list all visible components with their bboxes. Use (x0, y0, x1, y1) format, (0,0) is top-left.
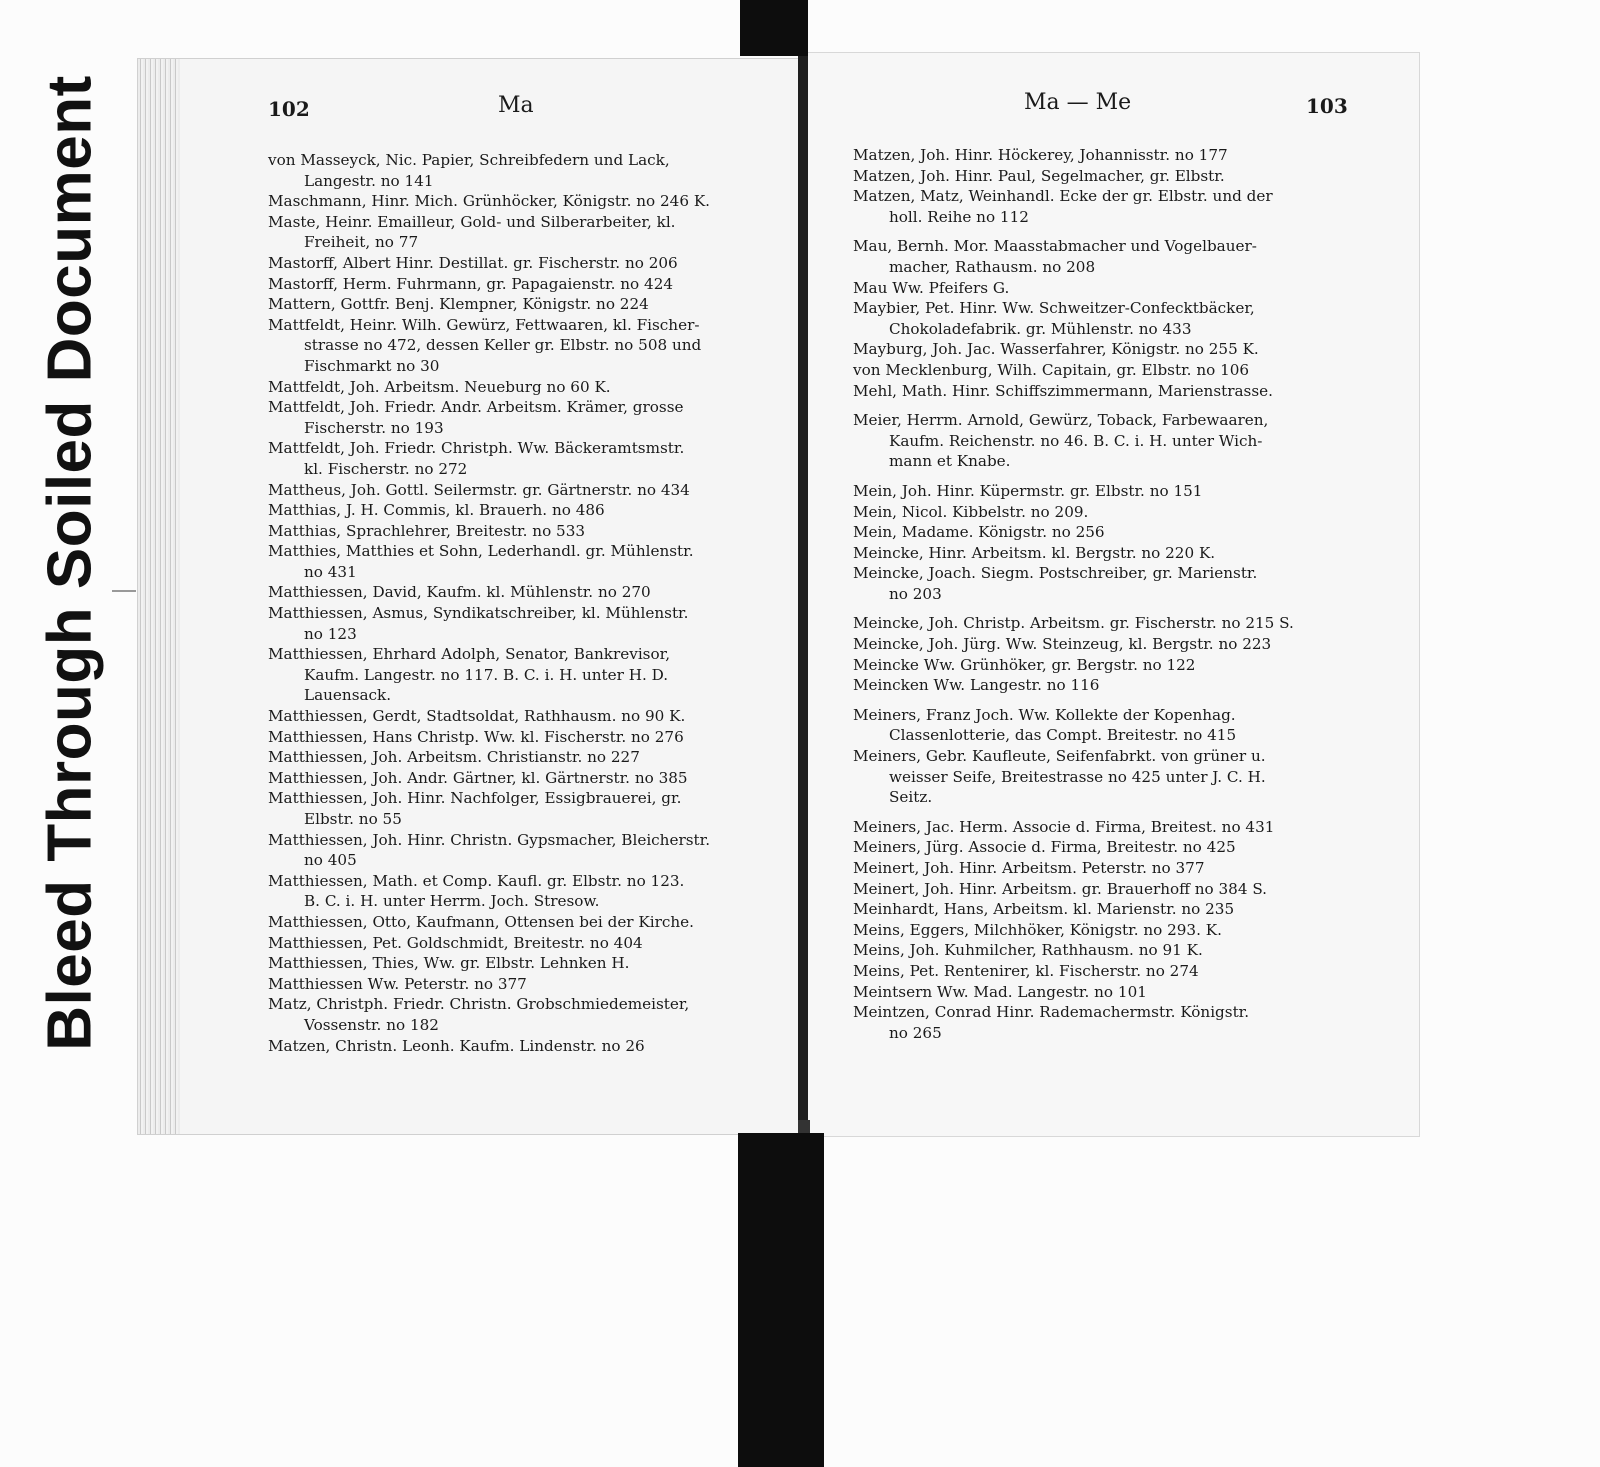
directory-entry (268, 438, 768, 479)
directory-entry (853, 961, 1353, 982)
entry-text: Mau, Bernh. Mor. Maasstabmacher und Vogelbauer- (853, 237, 1257, 256)
entry-continuation: no 265 (889, 1023, 942, 1042)
entry-text: Meinhardt, Hans, Arbeitsm. kl. Marienstr. no 235 (853, 900, 1235, 919)
entry-text: Matthiessen Ww. Peterstr. no 377 (268, 974, 527, 993)
directory-entry (853, 186, 1353, 227)
entry-continuation: Lauensack. (304, 686, 392, 705)
entry-text: Mayburg, Joh. Jac. Wasserfahrer, Königstr. no 255 K. (853, 340, 1259, 359)
entry-text: Mattheus, Joh. Gottl. Seilermstr. gr. Gärtnerstr. no 434 (268, 480, 690, 499)
entry-continuation: mann et Knabe. (889, 452, 1011, 471)
directory-entry (268, 294, 768, 315)
directory-entry (268, 521, 768, 542)
entry-text: Meincke, Joh. Christp. Arbeitsm. gr. Fischerstr. no 215 S. (853, 614, 1294, 633)
entry-text: Matthias, Sprachlehrer, Breitestr. no 533 (268, 521, 586, 540)
directory-entry (853, 522, 1353, 543)
entry-text: Matzen, Christn. Leonh. Kaufm. Lindenstr. no 26 (268, 1036, 645, 1055)
entry-text: Matthiessen, Pet. Goldschmidt, Breitestr. no 404 (268, 933, 643, 952)
entry-text: Meincke, Hinr. Arbeitsm. kl. Bergstr. no 220 K. (853, 543, 1216, 562)
directory-entry (268, 603, 768, 644)
directory-entry (268, 830, 768, 871)
side-label (28, 68, 112, 1058)
directory-entry (853, 634, 1353, 655)
entry-continuation: Vossenstr. no 182 (304, 1015, 439, 1034)
directory-entry (268, 212, 768, 253)
entry-text: Meiners, Jac. Herm. Associe d. Firma, Breitest. no 431 (853, 817, 1275, 836)
directory-entry (853, 920, 1353, 941)
directory-entry (853, 675, 1353, 696)
directory-entry (853, 705, 1353, 746)
entry-text: Maschmann, Hinr. Mich. Grünhöcker, Königstr. no 246 K. (268, 192, 710, 211)
entry-text: Mehl, Math. Hinr. Schiffszimmermann, Marienstrasse. (853, 381, 1273, 400)
entry-continuation: Kaufm. Reichenstr. no 46. B. C. i. H. unter Wich- (889, 431, 1263, 450)
directory-entry (853, 613, 1353, 634)
entry-text: Matthiessen, Joh. Hinr. Christn. Gypsmacher, Bleicherstr. (268, 830, 711, 849)
entry-continuation: Freiheit, no 77 (304, 233, 419, 252)
entry-text: Matthiessen, Joh. Hinr. Nachfolger, Essigbrauerei, gr. (268, 789, 682, 808)
entry-text: Meier, Herrm. Arnold, Gewürz, Toback, Farbewaaren, (853, 411, 1269, 430)
entry-continuation: kl. Fischerstr. no 272 (304, 459, 468, 478)
directory-entry (268, 377, 768, 398)
directory-entry (853, 837, 1353, 858)
entry-continuation: strasse no 472, dessen Keller gr. Elbstr. no 508 und (304, 336, 702, 355)
left-entries-list (268, 150, 768, 1056)
entry-text: Matthiessen, Asmus, Syndikatschreiber, kl. Mühlenstr. (268, 604, 689, 623)
directory-entry (268, 706, 768, 727)
entry-text: Matthies, Matthies et Sohn, Lederhandl. gr. Mühlenstr. (268, 542, 694, 561)
directory-entry (268, 274, 768, 295)
directory-entry (268, 768, 768, 789)
entry-text: Matthiessen, Ehrhard Adolph, Senator, Bankrevisor, (268, 645, 671, 664)
entry-text: von Masseyck, Nic. Papier, Schreibfedern und Lack, (268, 151, 670, 169)
directory-entry (268, 644, 768, 706)
directory-entry (268, 315, 768, 377)
directory-entry (268, 727, 768, 748)
entry-text: Meins, Joh. Kuhmilcher, Rathhausm. no 91 K. (853, 941, 1203, 960)
entry-text: Meintsern Ww. Mad. Langestr. no 101 (853, 982, 1147, 1001)
directory-entry (268, 480, 768, 501)
entry-text: Matzen, Joh. Hinr. Höckerey, Johannisstr. no 177 (853, 146, 1228, 164)
directory-entry (268, 788, 768, 829)
entry-continuation: macher, Rathausm. no 208 (889, 257, 1096, 276)
directory-entry (853, 166, 1353, 187)
entry-text: Meincke, Joh. Jürg. Ww. Steinzeug, kl. Bergstr. no 223 (853, 635, 1272, 654)
label-marker-line (112, 590, 136, 592)
directory-entry (853, 278, 1353, 299)
directory-entry (853, 563, 1353, 604)
entry-continuation: B. C. i. H. unter Herrm. Joch. Stresow. (304, 892, 600, 911)
entry-text: Matthiessen, Thies, Ww. gr. Elbstr. Lehnken H. (268, 954, 630, 973)
directory-entry (853, 236, 1353, 277)
right-running-head: Ma — Me (1024, 90, 1132, 115)
entry-text: Meincken Ww. Langestr. no 116 (853, 676, 1100, 695)
entry-text: Meincke, Joach. Siegm. Postschreiber, gr. Marienstr. (853, 564, 1258, 583)
directory-entry (268, 541, 768, 582)
entry-text: Mein, Madame. Königstr. no 256 (853, 523, 1105, 542)
directory-entry (268, 253, 768, 274)
entry-continuation: weisser Seife, Breitestrasse no 425 unter J. C. H. (889, 767, 1266, 786)
entry-text: Matthiessen, Joh. Andr. Gärtner, kl. Gärtnerstr. no 385 (268, 768, 688, 787)
entry-continuation: no 431 (304, 562, 357, 581)
left-running-head: Ma (498, 93, 534, 118)
directory-entry (853, 298, 1353, 339)
directory-entry (853, 1002, 1353, 1043)
entry-text: Meintzen, Conrad Hinr. Rademachermstr. Königstr. (853, 1003, 1250, 1022)
entry-text: Mastorff, Albert Hinr. Destillat. gr. Fischerstr. no 206 (268, 253, 678, 272)
left-page-number: 102 (268, 97, 310, 121)
entry-text: Matzen, Joh. Hinr. Paul, Segelmacher, gr. Elbstr. (853, 166, 1225, 185)
directory-entry (268, 150, 768, 191)
directory-entry (853, 410, 1353, 472)
directory-entry (853, 858, 1353, 879)
entry-continuation: Seitz. (889, 788, 933, 807)
entry-text: Meinert, Joh. Hinr. Arbeitsm. Peterstr. no 377 (853, 859, 1205, 877)
entry-text: Mattern, Gottfr. Benj. Klempner, Königstr. no 224 (268, 295, 649, 314)
directory-entry (268, 974, 768, 995)
page-edges (138, 59, 180, 1134)
entry-text: Mastorff, Herm. Fuhrmann, gr. Papagaienstr. no 424 (268, 274, 674, 293)
entry-text: Maybier, Pet. Hinr. Ww. Schweitzer-Confecktbäcker, (853, 299, 1255, 318)
directory-entry (853, 360, 1353, 381)
right-page-number: 103 (1306, 94, 1348, 118)
directory-entry (268, 582, 768, 603)
directory-entry (853, 982, 1353, 1003)
entry-text: Meiners, Gebr. Kaufleute, Seifenfabrkt. von grüner u. (853, 747, 1266, 766)
entry-text: Mattfeldt, Joh. Arbeitsm. Neueburg no 60 K. (268, 377, 611, 396)
directory-entry (853, 543, 1353, 564)
entry-continuation: holl. Reihe no 112 (889, 207, 1029, 226)
directory-entry (853, 481, 1353, 502)
side-label-text: Bleed Through Soiled Document (35, 75, 105, 1051)
bottom-clamp (738, 1133, 824, 1467)
entry-text: Maste, Heinr. Emailleur, Gold- und Silberarbeiter, kl. (268, 212, 676, 231)
entry-text: Meiners, Jürg. Associe d. Firma, Breitestr. no 425 (853, 838, 1236, 857)
entry-text: Matz, Christph. Friedr. Christn. Grobschmiedemeister, (268, 995, 690, 1014)
directory-entry (853, 381, 1353, 402)
directory-entry (268, 500, 768, 521)
entry-continuation: no 203 (889, 584, 942, 603)
entry-text: Matthias, J. H. Commis, kl. Brauerh. no 486 (268, 501, 605, 520)
right-entries-list (853, 145, 1353, 1043)
book-gutter (798, 52, 808, 1137)
entry-text: Matthiessen, Joh. Arbeitsm. Christianstr. no 227 (268, 748, 640, 767)
entry-text: Meincke Ww. Grünhöker, gr. Bergstr. no 122 (853, 655, 1196, 674)
directory-entry (853, 145, 1353, 166)
directory-entry (268, 747, 768, 768)
entry-text: Matthiessen, Hans Christp. Ww. kl. Fischerstr. no 276 (268, 727, 684, 746)
entry-text: Mein, Nicol. Kibbelstr. no 209. (853, 502, 1089, 521)
directory-entry (853, 817, 1353, 838)
directory-entry (268, 1036, 768, 1057)
entry-text: Matthiessen, Math. et Comp. Kaufl. gr. Elbstr. no 123. (268, 871, 685, 890)
directory-entry (853, 339, 1353, 360)
entry-text: Matthiessen, David, Kaufm. kl. Mühlenstr. no 270 (268, 583, 651, 602)
directory-entry (853, 655, 1353, 676)
directory-entry (853, 502, 1353, 523)
directory-entry (268, 953, 768, 974)
entry-text: Mau Ww. Pfeifers G. (853, 278, 1010, 297)
directory-entry (853, 940, 1353, 961)
entry-text: Meins, Eggers, Milchhöker, Königstr. no 293. K. (853, 920, 1222, 939)
entry-continuation: Fischmarkt no 30 (304, 356, 440, 375)
entry-text: Meins, Pet. Rentenirer, kl. Fischerstr. no 274 (853, 961, 1199, 980)
entry-text: Mattfeldt, Joh. Friedr. Christph. Ww. Bäckeramtsmstr. (268, 439, 685, 458)
entry-text: von Mecklenburg, Wilh. Capitain, gr. Elbstr. no 106 (853, 360, 1250, 379)
directory-entry (268, 933, 768, 954)
entry-text: Matthiessen, Otto, Kaufmann, Ottensen bei der Kirche. (268, 912, 694, 931)
entry-text: Mein, Joh. Hinr. Küpermstr. gr. Elbstr. no 151 (853, 481, 1203, 500)
entry-continuation: no 123 (304, 624, 357, 643)
directory-entry (268, 994, 768, 1035)
top-clamp (740, 0, 808, 56)
directory-entry (853, 879, 1353, 900)
directory-entry (853, 899, 1353, 920)
entry-text: Matthiessen, Gerdt, Stadtsoldat, Rathhausm. no 90 K. (268, 707, 686, 726)
directory-entry (268, 191, 768, 212)
entry-text: Matzen, Matz, Weinhandl. Ecke der gr. Elbstr. und der (853, 187, 1273, 206)
entry-continuation: Chokoladefabrik. gr. Mühlenstr. no 433 (889, 319, 1192, 338)
entry-continuation: Kaufm. Langestr. no 117. B. C. i. H. unter H. D. (304, 665, 669, 684)
directory-entry (268, 397, 768, 438)
entry-text: Mattfeldt, Joh. Friedr. Andr. Arbeitsm. Krämer, grosse (268, 398, 684, 417)
entry-continuation: Fischerstr. no 193 (304, 418, 444, 437)
entry-text: Meiners, Franz Joch. Ww. Kollekte der Kopenhag. (853, 705, 1236, 724)
entry-text: Meinert, Joh. Hinr. Arbeitsm. gr. Brauerhoff no 384 S. (853, 879, 1268, 898)
entry-continuation: Elbstr. no 55 (304, 810, 402, 828)
entry-text: Mattfeldt, Heinr. Wilh. Gewürz, Fettwaaren, kl. Fischer- (268, 315, 700, 334)
directory-entry (268, 871, 768, 912)
entry-continuation: Langestr. no 141 (304, 171, 434, 190)
entry-continuation: Classenlotterie, das Compt. Breitestr. no 415 (889, 726, 1237, 745)
directory-entry (268, 912, 768, 933)
entry-continuation: no 405 (304, 851, 357, 870)
directory-entry (853, 746, 1353, 808)
